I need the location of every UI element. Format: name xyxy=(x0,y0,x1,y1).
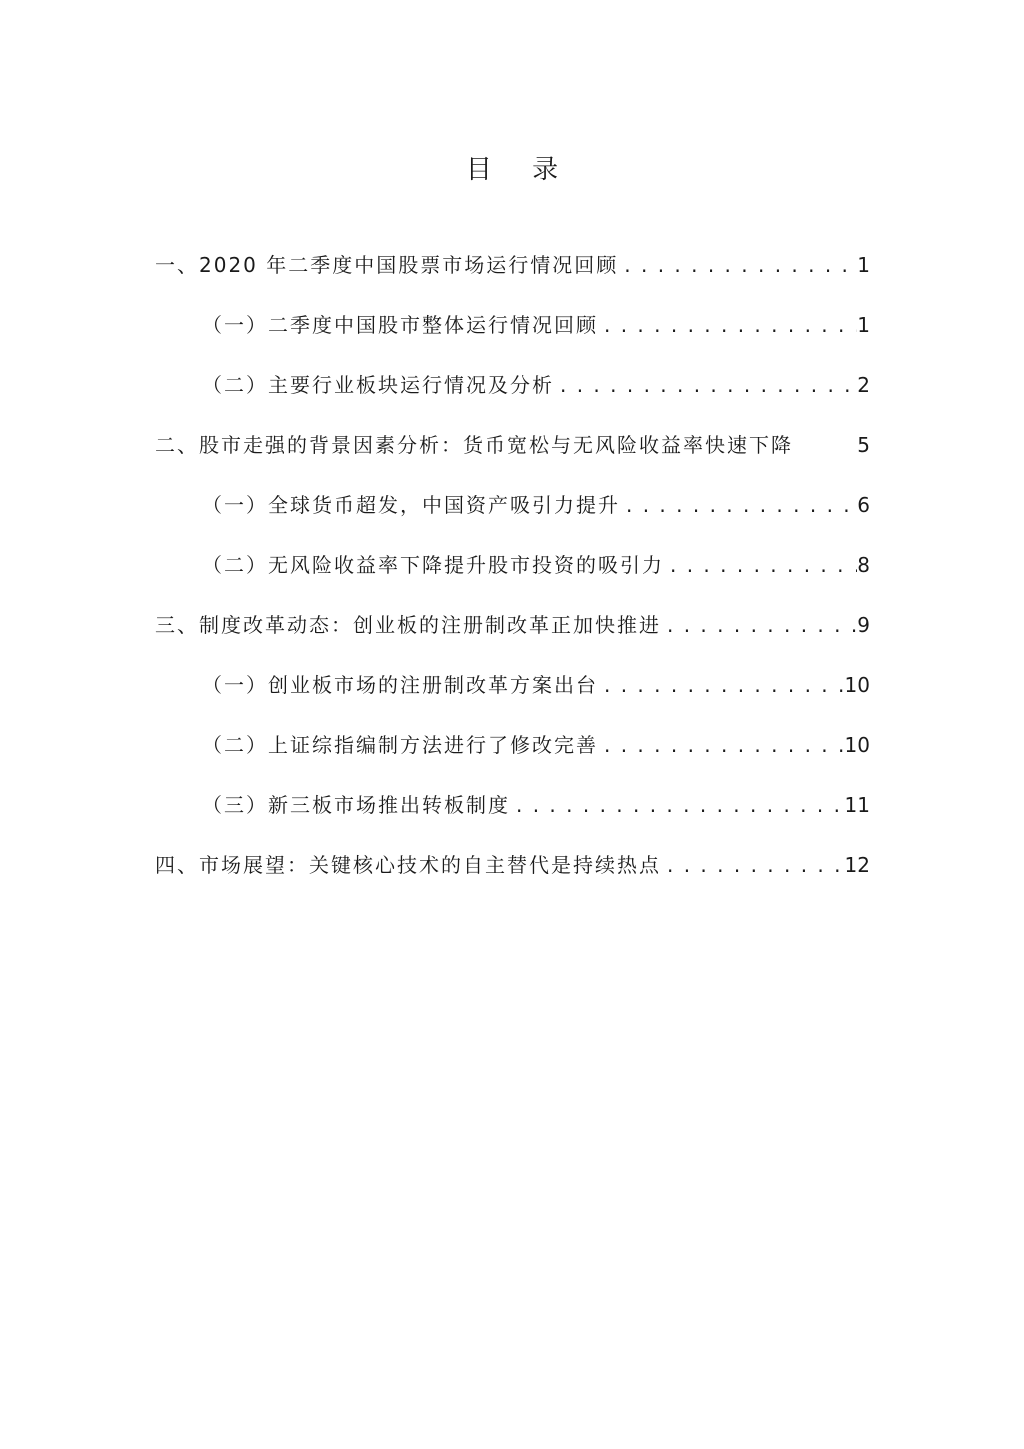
toc-entry-section-1[interactable] xyxy=(155,245,870,285)
toc-entry-section-2[interactable] xyxy=(155,425,870,465)
toc-entry-page-number: 1 xyxy=(857,313,870,337)
toc-entry-label: （一）创业板市场的注册制改革方案出台 xyxy=(202,673,598,697)
toc-entry-section-1-1[interactable] xyxy=(155,305,870,345)
toc-entry-page-number: 1 xyxy=(857,253,870,277)
toc-entry-page-number: 10 xyxy=(844,733,870,757)
toc-entry-page-number: 8 xyxy=(857,553,870,577)
toc-entry-label: （三）新三板市场推出转板制度 xyxy=(202,793,510,817)
toc-entry-label: 四、市场展望：关键核心技术的自主替代是持续热点 xyxy=(155,853,661,877)
toc-entry-page-number: 2 xyxy=(857,373,870,397)
toc-entry-label: （二）主要行业板块运行情况及分析 xyxy=(202,373,554,397)
toc-entry-section-3-1[interactable] xyxy=(155,665,870,705)
dot-leader xyxy=(554,365,857,405)
dot-leader xyxy=(598,725,845,765)
dot-leader xyxy=(661,845,845,885)
toc-entry-page-number: 12 xyxy=(844,853,870,877)
toc-entry-section-3-2[interactable] xyxy=(155,725,870,765)
toc-entry-section-2-1[interactable] xyxy=(155,485,870,525)
dot-leader xyxy=(620,485,857,525)
toc-entry-label: 一、2020 年二季度中国股票市场运行情况回顾 xyxy=(155,253,619,277)
toc-entry-label: （一）二季度中国股市整体运行情况回顾 xyxy=(202,313,598,337)
toc-list xyxy=(155,245,870,905)
toc-entry-page-number: 6 xyxy=(857,493,870,517)
dot-leader xyxy=(618,245,857,285)
dot-leader xyxy=(664,545,857,585)
toc-entry-page-number: 9 xyxy=(857,613,870,637)
toc-entry-section-2-2[interactable] xyxy=(155,545,870,585)
dot-leader xyxy=(598,305,857,345)
dot-leader xyxy=(661,605,857,645)
toc-entry-section-1-2[interactable] xyxy=(155,365,870,405)
toc-entry-label: 三、制度改革动态：创业板的注册制改革正加快推进 xyxy=(155,613,661,637)
toc-entry-section-3[interactable] xyxy=(155,605,870,645)
toc-entry-label: （一）全球货币超发，中国资产吸引力提升 xyxy=(202,493,620,517)
toc-entry-label: （二）上证综指编制方法进行了修改完善 xyxy=(202,733,598,757)
toc-entry-section-4[interactable] xyxy=(155,845,870,885)
dot-leader xyxy=(510,785,845,825)
dot-leader xyxy=(598,665,845,705)
toc-entry-page-number: 5 xyxy=(857,433,870,457)
toc-entry-section-3-3[interactable] xyxy=(155,785,870,825)
toc-entry-page-number: 11 xyxy=(844,793,870,817)
toc-entry-page-number: 10 xyxy=(844,673,870,697)
toc-entry-label: （二）无风险收益率下降提升股市投资的吸引力 xyxy=(202,553,664,577)
toc-entry-label: 二、股市走强的背景因素分析：货币宽松与无风险收益率快速下降 xyxy=(155,433,793,457)
toc-title: 目 录 xyxy=(465,155,575,185)
